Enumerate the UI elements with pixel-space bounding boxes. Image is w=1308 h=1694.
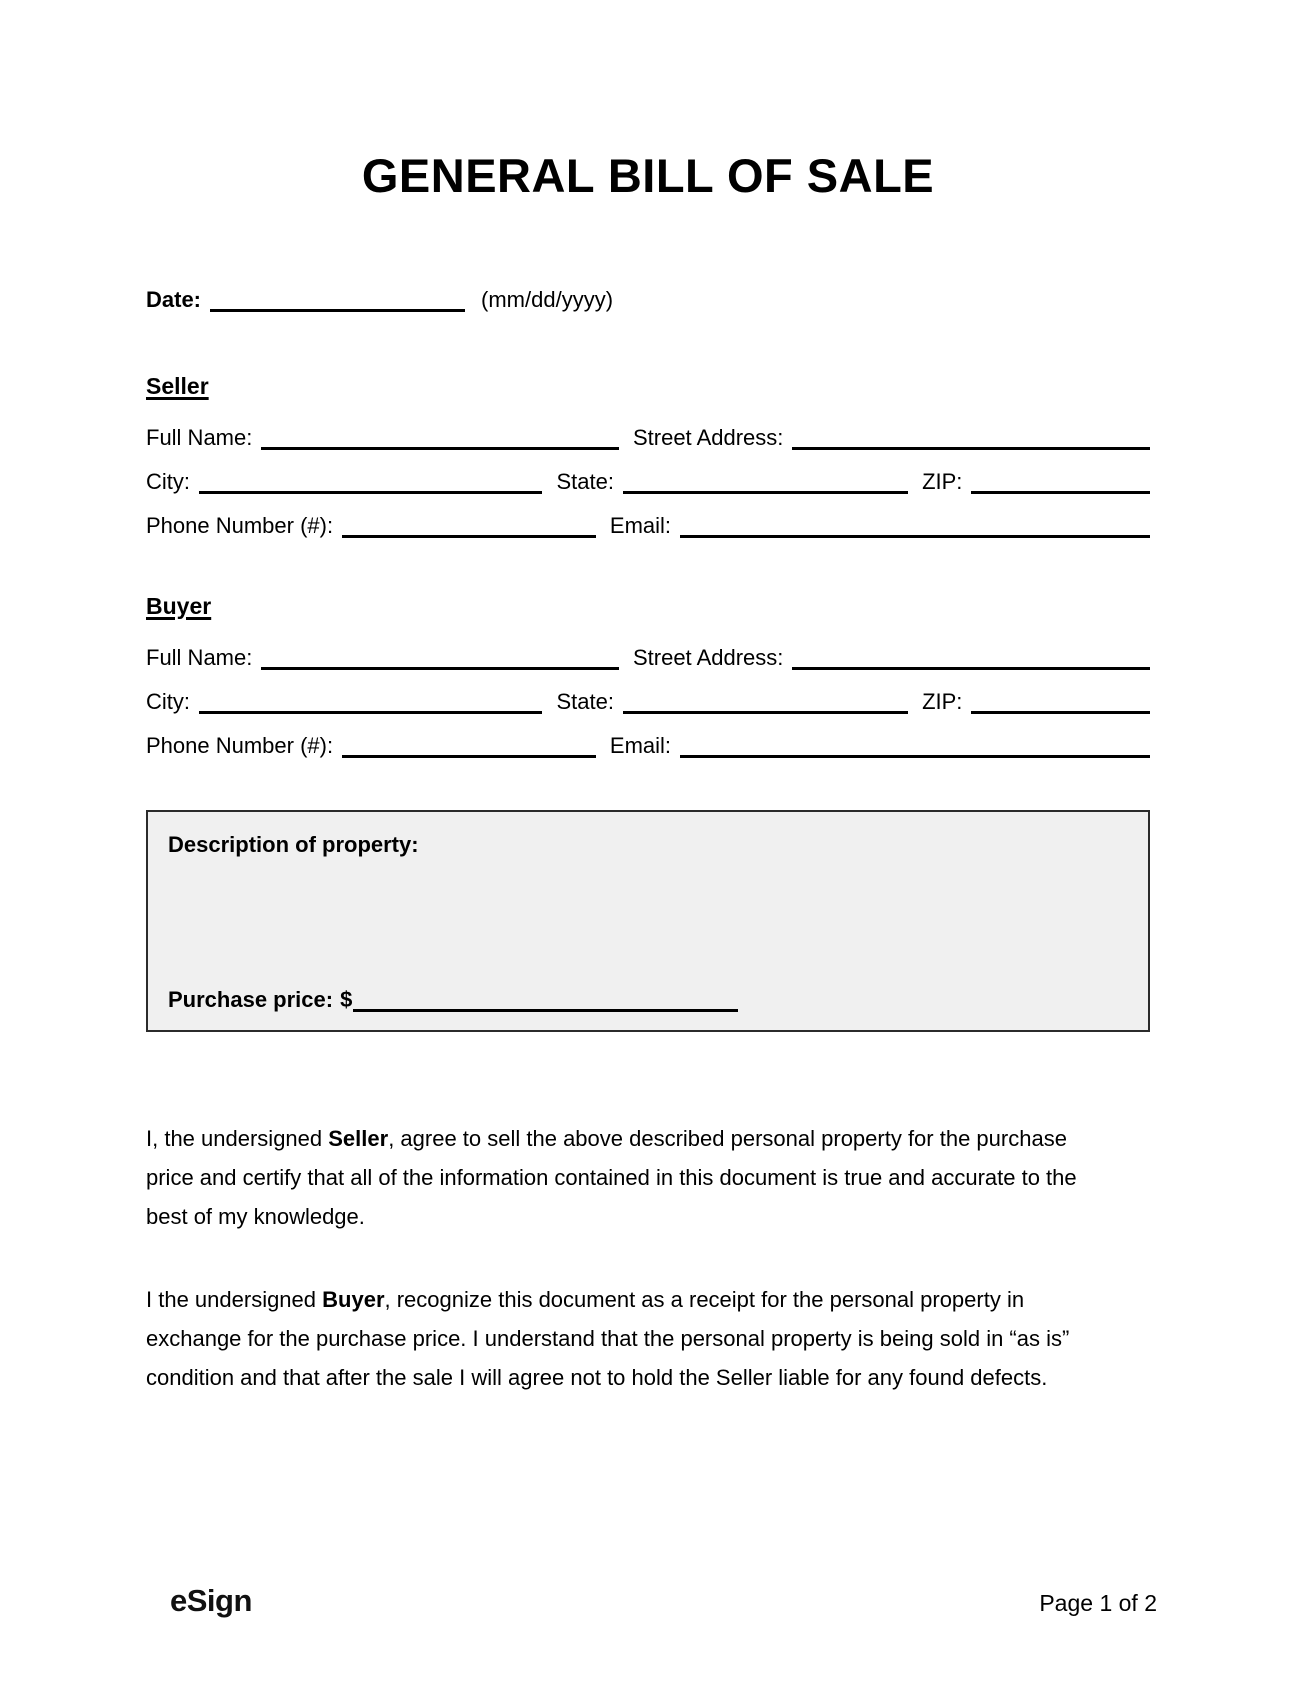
seller-street-address-field[interactable]	[792, 423, 1150, 450]
buyer-zip-field[interactable]	[971, 687, 1150, 714]
description-of-property-label: Description of property:	[168, 832, 419, 857]
esign-logo: eSign	[170, 1583, 252, 1618]
buyer-email-label: Email:	[609, 733, 672, 758]
buyer-name-address-row	[146, 643, 1150, 673]
date-row	[146, 285, 1150, 315]
buyer-declaration-prefix: I the undersigned	[146, 1287, 323, 1312]
buyer-street-address-label: Street Address:	[632, 645, 784, 670]
seller-email-label: Email:	[609, 513, 672, 538]
seller-declaration-paragraph	[146, 1119, 1091, 1236]
buyer-declaration-paragraph	[146, 1280, 1091, 1397]
buyer-email-field[interactable]	[680, 731, 1150, 758]
seller-city-state-zip-row	[146, 467, 1150, 497]
buyer-phone-email-row	[146, 731, 1150, 761]
buyer-state-field[interactable]	[623, 687, 908, 714]
buyer-city-field[interactable]	[199, 687, 542, 714]
buyer-city-state-zip-row	[146, 687, 1150, 717]
purchase-price-row	[168, 985, 1126, 1015]
property-description-box	[146, 810, 1150, 1032]
seller-full-name-label: Full Name:	[146, 425, 253, 450]
buyer-section	[146, 592, 1150, 761]
seller-state-field[interactable]	[623, 467, 908, 494]
date-format-hint: (mm/dd/yyyy)	[481, 287, 614, 312]
seller-section	[146, 372, 1150, 541]
seller-full-name-field[interactable]	[261, 423, 619, 450]
seller-street-address-label: Street Address:	[632, 425, 784, 450]
seller-heading: Seller	[146, 373, 209, 399]
seller-city-label: City:	[146, 469, 190, 494]
buyer-heading: Buyer	[146, 593, 212, 619]
page-title: GENERAL BILL OF SALE	[361, 149, 935, 202]
buyer-street-address-field[interactable]	[792, 643, 1150, 670]
purchase-price-label: Purchase price:	[168, 987, 334, 1012]
seller-state-label: State:	[556, 469, 614, 494]
buyer-zip-label: ZIP:	[922, 689, 963, 714]
seller-phone-email-row	[146, 511, 1150, 541]
seller-phone-label: Phone Number (#):	[146, 513, 334, 538]
date-label: Date:	[146, 287, 202, 312]
seller-city-field[interactable]	[199, 467, 542, 494]
seller-zip-label: ZIP:	[922, 469, 963, 494]
seller-declaration-prefix: I, the undersigned	[146, 1126, 329, 1151]
page-footer	[170, 1583, 1157, 1619]
seller-declaration-term: Seller	[328, 1126, 389, 1151]
buyer-phone-label: Phone Number (#):	[146, 733, 334, 758]
buyer-declaration-term: Buyer	[322, 1287, 385, 1312]
buyer-phone-field[interactable]	[342, 731, 596, 758]
seller-phone-field[interactable]	[342, 511, 596, 538]
buyer-full-name-label: Full Name:	[146, 645, 253, 670]
currency-symbol: $	[340, 987, 353, 1012]
purchase-price-field[interactable]	[353, 985, 738, 1012]
date-field[interactable]	[210, 285, 465, 312]
description-of-property-field[interactable]	[168, 859, 1126, 985]
buyer-full-name-field[interactable]	[261, 643, 619, 670]
buyer-declaration-suffix: , recognize this document as a receipt for the personal property in exchange for the purchase price. I understand that the personal property is being sold in “as is” condition and that after the sale I will agree not to hold the Seller liable for any found defects.	[146, 1287, 1070, 1390]
seller-zip-field[interactable]	[971, 467, 1150, 494]
buyer-city-label: City:	[146, 689, 190, 714]
seller-email-field[interactable]	[680, 511, 1150, 538]
seller-declaration-suffix: , agree to sell the above described personal property for the purchase price and certify that all of the information contained in this document is true and accurate to the best of my knowledge.	[146, 1126, 1077, 1229]
seller-name-address-row	[146, 423, 1150, 453]
buyer-state-label: State:	[556, 689, 614, 714]
page-indicator: Page 1 of 2	[1039, 1590, 1157, 1616]
